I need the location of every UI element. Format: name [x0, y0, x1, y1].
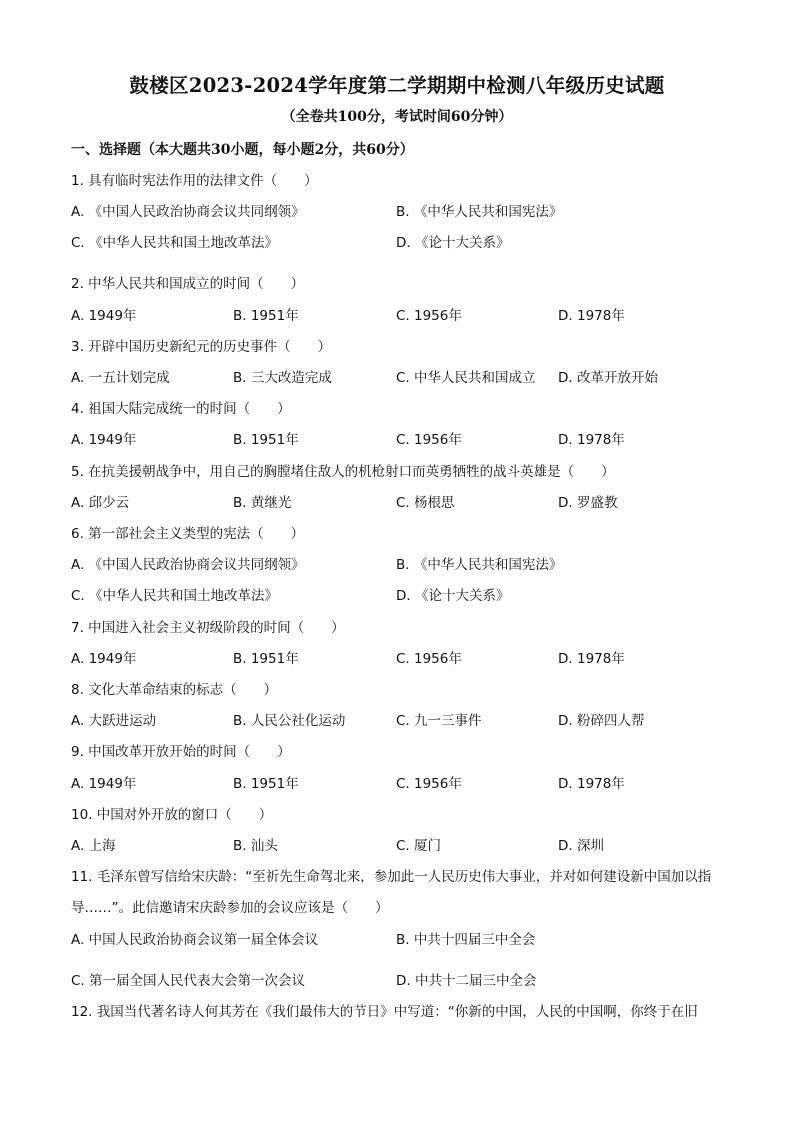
- question-6: 6. 第一部社会主义类型的宪法（ ）: [71, 526, 305, 542]
- options-q1-cd: [71, 233, 731, 253]
- question-5: 5. 在抗美援朝战争中，用自己的胸膛堵住敌人的机枪射口而英勇牺牲的战斗英雄是（ ）: [71, 464, 615, 480]
- option-c: C. 九一三事件: [396, 713, 482, 729]
- option-b: B. 《中华人民共和国宪法》: [396, 204, 563, 220]
- question-10: 10. 中国对外开放的窗口（ ）: [71, 807, 273, 823]
- options-q4: [71, 430, 731, 450]
- question-4: 4. 祖国大陆完成统一的时间（ ）: [71, 401, 291, 417]
- question-2: 2. 中华人民共和国成立的时间（ ）: [71, 276, 305, 292]
- option-c: C. 厦门: [396, 838, 442, 854]
- option-a: A. 《中国人民政治协商会议共同纲领》: [71, 204, 305, 220]
- question-1: 1. 具有临时宪法作用的法律文件（ ）: [71, 173, 318, 189]
- options-q3: [71, 368, 731, 388]
- option-d: D. 1978年: [558, 776, 625, 792]
- question-3: 3. 开辟中国历史新纪元的历史事件（ ）: [71, 339, 332, 355]
- option-b: B. 1951年: [233, 432, 299, 448]
- option-c: C. 杨根思: [396, 495, 455, 511]
- options-q1: [71, 202, 731, 222]
- option-c: C. 《中华人民共和国土地改革法》: [71, 588, 279, 604]
- option-a: A. 1949年: [71, 651, 137, 667]
- option-b: B. 黄继光: [233, 495, 292, 511]
- option-a: A. 《中国人民政治协商会议共同纲领》: [71, 557, 305, 573]
- option-d: D. 粉碎四人帮: [558, 713, 645, 729]
- option-b: B. 汕头: [233, 838, 278, 854]
- option-b: B. 三大改造完成: [233, 370, 332, 386]
- option-c: C. 《中华人民共和国土地改革法》: [71, 235, 279, 251]
- exam-subtitle: （全卷共100分，考试时间60分钟）: [281, 109, 513, 125]
- option-d: D. 《论十大关系》: [396, 588, 510, 604]
- option-a: A. 上海: [71, 838, 116, 854]
- question-9: 9. 中国改革开放开始的时间（ ）: [71, 744, 291, 760]
- options-q10: [71, 836, 731, 856]
- options-q9: [71, 774, 731, 794]
- option-c: C. 第一届全国人民代表大会第一次会议: [71, 973, 306, 989]
- option-a: A. 邱少云: [71, 495, 130, 511]
- option-d: D. 深圳: [558, 838, 604, 854]
- question-12: 12. 我国当代著名诗人何其芳在《我们最伟大的节日》中写道：“你新的中国，人民的中国啊，你终于在旧: [71, 1004, 698, 1020]
- option-d: D. 1978年: [558, 432, 625, 448]
- option-a: A. 1949年: [71, 776, 137, 792]
- options-q11: [71, 930, 731, 950]
- question-8: 8. 文化大革命结束的标志（ ）: [71, 682, 278, 698]
- question-7: 7. 中国进入社会主义初级阶段的时间（ ）: [71, 620, 345, 636]
- question-11: 11. 毛泽东曾写信给宋庆龄：“至祈先生命驾北来，参加此一人民历史伟大事业，并对如何建设新中国加以指导……”。此信邀请宋庆龄参加的会议应该是（ ）: [71, 869, 712, 916]
- options-q7: [71, 649, 731, 669]
- option-b: B. 1951年: [233, 308, 299, 324]
- option-d: D. 《论十大关系》: [396, 235, 510, 251]
- option-a: A. 一五计划完成: [71, 370, 170, 386]
- option-b: B. 中共十四届三中全会: [396, 932, 536, 948]
- option-a: A. 中国人民政治协商会议第一届全体会议: [71, 932, 319, 948]
- option-b: B. 1951年: [233, 651, 299, 667]
- option-c: C. 中华人民共和国成立: [396, 370, 536, 386]
- options-q6-cd: [71, 586, 731, 606]
- option-a: A. 1949年: [71, 308, 137, 324]
- option-c: C. 1956年: [396, 776, 462, 792]
- option-c: C. 1956年: [396, 308, 462, 324]
- option-b: B. 1951年: [233, 776, 299, 792]
- options-q8: [71, 711, 731, 731]
- option-d: D. 1978年: [558, 651, 625, 667]
- option-a: A. 1949年: [71, 432, 137, 448]
- option-b: B. 《中华人民共和国宪法》: [396, 557, 563, 573]
- options-q11-cd: [71, 971, 731, 991]
- option-c: C. 1956年: [396, 432, 462, 448]
- option-d: D. 罗盛教: [558, 495, 618, 511]
- exam-title: 鼓楼区2023-2024学年度第二学期期中检测八年级历史试题: [129, 74, 665, 97]
- options-q6: [71, 555, 731, 575]
- option-c: C. 1956年: [396, 651, 462, 667]
- option-b: B. 人民公社化运动: [233, 713, 346, 729]
- option-a: A. 大跃进运动: [71, 713, 157, 729]
- section-heading: 一、选择题（本大题共30小题，每小题2分，共60分）: [71, 142, 414, 158]
- option-d: D. 1978年: [558, 308, 625, 324]
- options-q2: [71, 306, 731, 326]
- option-d: D. 中共十二届三中全会: [396, 973, 537, 989]
- options-q5: [71, 493, 731, 513]
- option-d: D. 改革开放开始: [558, 370, 658, 386]
